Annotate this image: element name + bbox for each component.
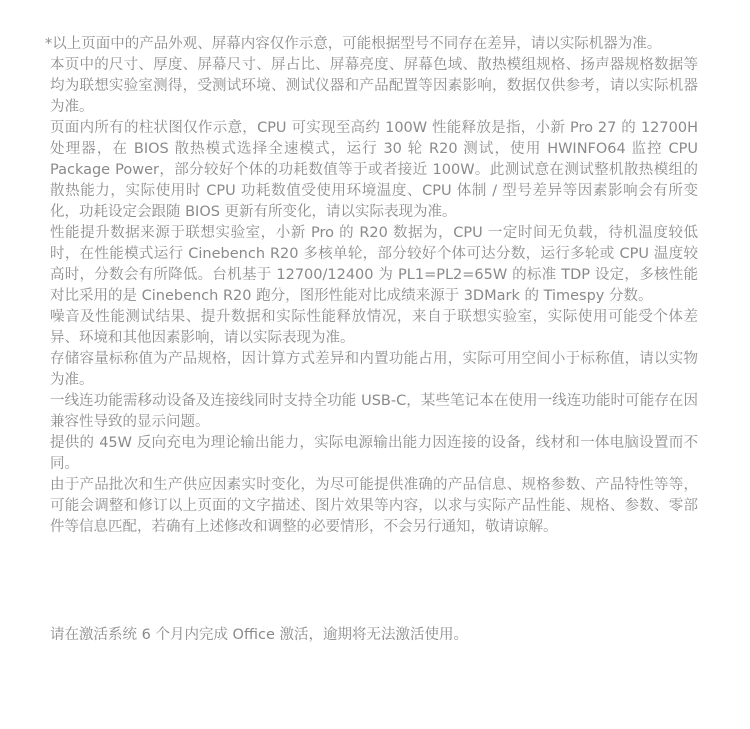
disclaimer-note-storage: 存储容量标称值为产品规格，因计算方式差异和内置功能占用，实际可用空间小于标称值，请以实物为准。 — [50, 351, 698, 388]
office-activation-notice: 请在激活系统 6 个月内完成 Office 激活，逾期将无法激活使用。 — [50, 627, 468, 643]
disclaimer-note-usb-c: 一线连功能需移动设备及连接线同时支持全功能 USB-C，某些笔记本在使用一线连功能时可能存在因兼容性导致的显示问题。 — [50, 393, 698, 430]
disclaimer-notes — [45, 34, 698, 538]
disclaimer-note-reverse-charging: 提供的 45W 反向充电为理论输出能力，实际电源输出能力因连接的设备，线材和一体电脑设置而不同。 — [50, 435, 698, 472]
disclaimer-note-measurements: 本页中的尺寸、厚度、屏幕尺寸、屏占比、屏幕亮度、屏幕色域、散热模组规格、扬声器规格数据等均为联想实验室测得，受测试环境、测试仪器和产品配置等因素影响，数据仅供参考，请以实际机器为准。 — [50, 57, 698, 115]
disclaimer-note-noise: 噪音及性能测试结果、提升数据和实际性能释放情况，来自于联想实验室，实际使用可能受个体差异、环境和其他因素影响，请以实际表现为准。 — [50, 309, 698, 346]
disclaimer-note-product-changes: 由于产品批次和生产供应因素实时变化，为尽可能提供准确的产品信息、规格参数、产品特性等等，可能会调整和修订以上页面的文字描述、图片效果等内容，以求与实际产品性能、规格、参数、零部件等信息匹配，若确有上述修改和调整的必要情形，不会另行通知，敬请谅解。 — [50, 477, 698, 535]
disclaimer-note-appearance: *以上页面中的产品外观、屏幕内容仅作示意，可能根据型号不同存在差异，请以实际机器为准。 — [45, 36, 662, 52]
disclaimer-note-performance: 性能提升数据来源于联想实验室，小新 Pro 的 R20 数据为，CPU 一定时间无负载，待机温度较低时，在性能模式运行 Cinebench R20 多核单轮，部分较好个体可达分数，运行多轮或 CPU 温度较高时，分数会有所降低。台机基于 12700/12400 为 PL1=PL2=65W 的标准 TDP 设定，多核性能对比采用的是 Cinebench R20 跑分，图形性能对比成绩来源于 3DMark 的 Timespy 分数。 — [50, 225, 698, 304]
disclaimer-note-cpu-power: 页面内所有的柱状图仅作示意，CPU 可实现至高约 100W 性能释放是指，小新 Pro 27 的 12700H 处理器，在 BIOS 散热模式选择全速模式，运行 30 轮 R20 测试，使用 HWINFO64 监控 CPU Package Power，部分较好个体的功耗数值等于或者接近 100W。此测试意在测试整机散热模组的散热能力，实际使用时 CPU 功耗数值受使用环境温度、CPU 体制 / 型号差异等因素影响会有所变化，功耗设定会跟随 BIOS 更新有所变化，请以实际表现为准。 — [50, 120, 698, 220]
